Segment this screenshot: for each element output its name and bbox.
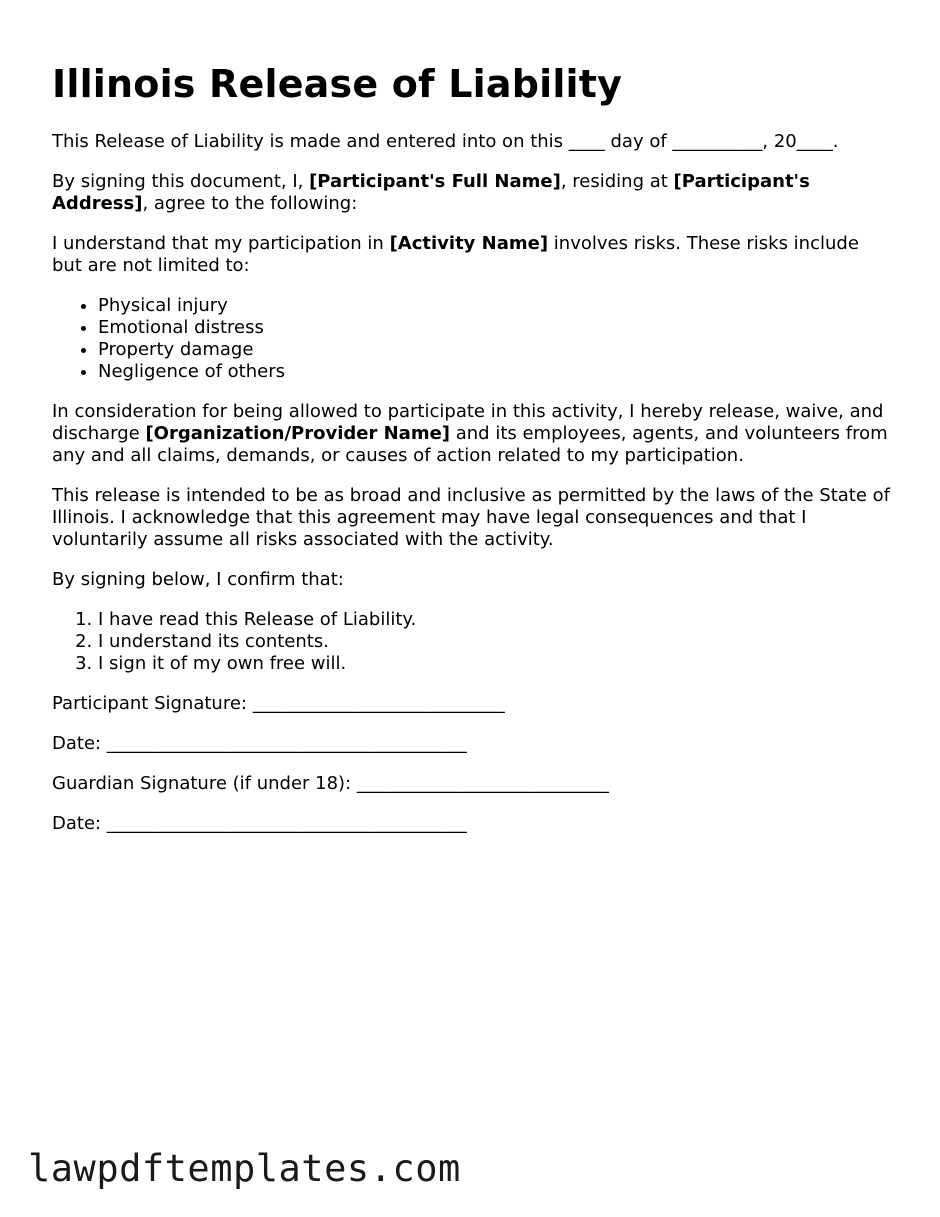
risks-list [52, 295, 892, 383]
document-page [52, 62, 892, 853]
footer-watermark: lawpdftemplates.com [28, 1147, 461, 1190]
list-item: 1. I have read this Release of Liability. [98, 609, 892, 631]
signing-statement-paragraph [52, 171, 892, 215]
participant-signature-line[interactable]: Participant Signature: ____________________________ [52, 692, 505, 714]
list-item: • Physical injury [98, 295, 892, 317]
confirm-intro-paragraph: By signing below, I confirm that: [52, 568, 344, 590]
guardian-date-line[interactable]: Date: ________________________________________ [52, 812, 467, 834]
release-text-2: and its employees, agents, and volunteers from any and all claims, demands, or causes of action related to my participation. [52, 422, 888, 466]
organization-name-placeholder: [Organization/Provider Name] [145, 422, 451, 444]
release-statement-paragraph [52, 401, 892, 467]
risks-text-2: involves risks. These risks include but are not limited to: [52, 232, 859, 276]
list-item: 2. I understand its contents. [98, 631, 892, 653]
intro-paragraph: This Release of Liability is made and entered into on this ____ day of __________, 20____. [52, 130, 839, 152]
confirmations-list [52, 609, 892, 675]
list-item: • Property damage [98, 339, 892, 361]
risks-statement-paragraph [52, 233, 892, 277]
document-title: Illinois Release of Liability [52, 62, 623, 106]
participant-date-line[interactable]: Date: ________________________________________ [52, 732, 467, 754]
signing-text-3: , agree to the following: [142, 192, 358, 214]
guardian-signature-line[interactable]: Guardian Signature (if under 18): ____________________________ [52, 772, 609, 794]
activity-name-placeholder: [Activity Name] [389, 232, 549, 254]
signing-text-1: By signing this document, I, [52, 170, 310, 192]
participant-name-placeholder: [Participant's Full Name] [309, 170, 561, 192]
list-item: 3. I sign it of my own free will. [98, 653, 892, 675]
list-item: • Negligence of others [98, 361, 892, 383]
signing-text-2: , residing at [560, 170, 674, 192]
scope-statement-paragraph: This release is intended to be as broad and inclusive as permitted by the laws of the State of Illinois. I acknowledge that this agreement may have legal consequences and that I voluntarily assume all risks associated with the activity. [52, 484, 891, 550]
list-item: • Emotional distress [98, 317, 892, 339]
participant-address-placeholder: [Participant's Address] [52, 170, 810, 214]
release-text-1: In consideration for being allowed to participate in this activity, I hereby release, waive, and discharge [52, 400, 884, 444]
risks-text-1: I understand that my participation in [52, 232, 390, 254]
